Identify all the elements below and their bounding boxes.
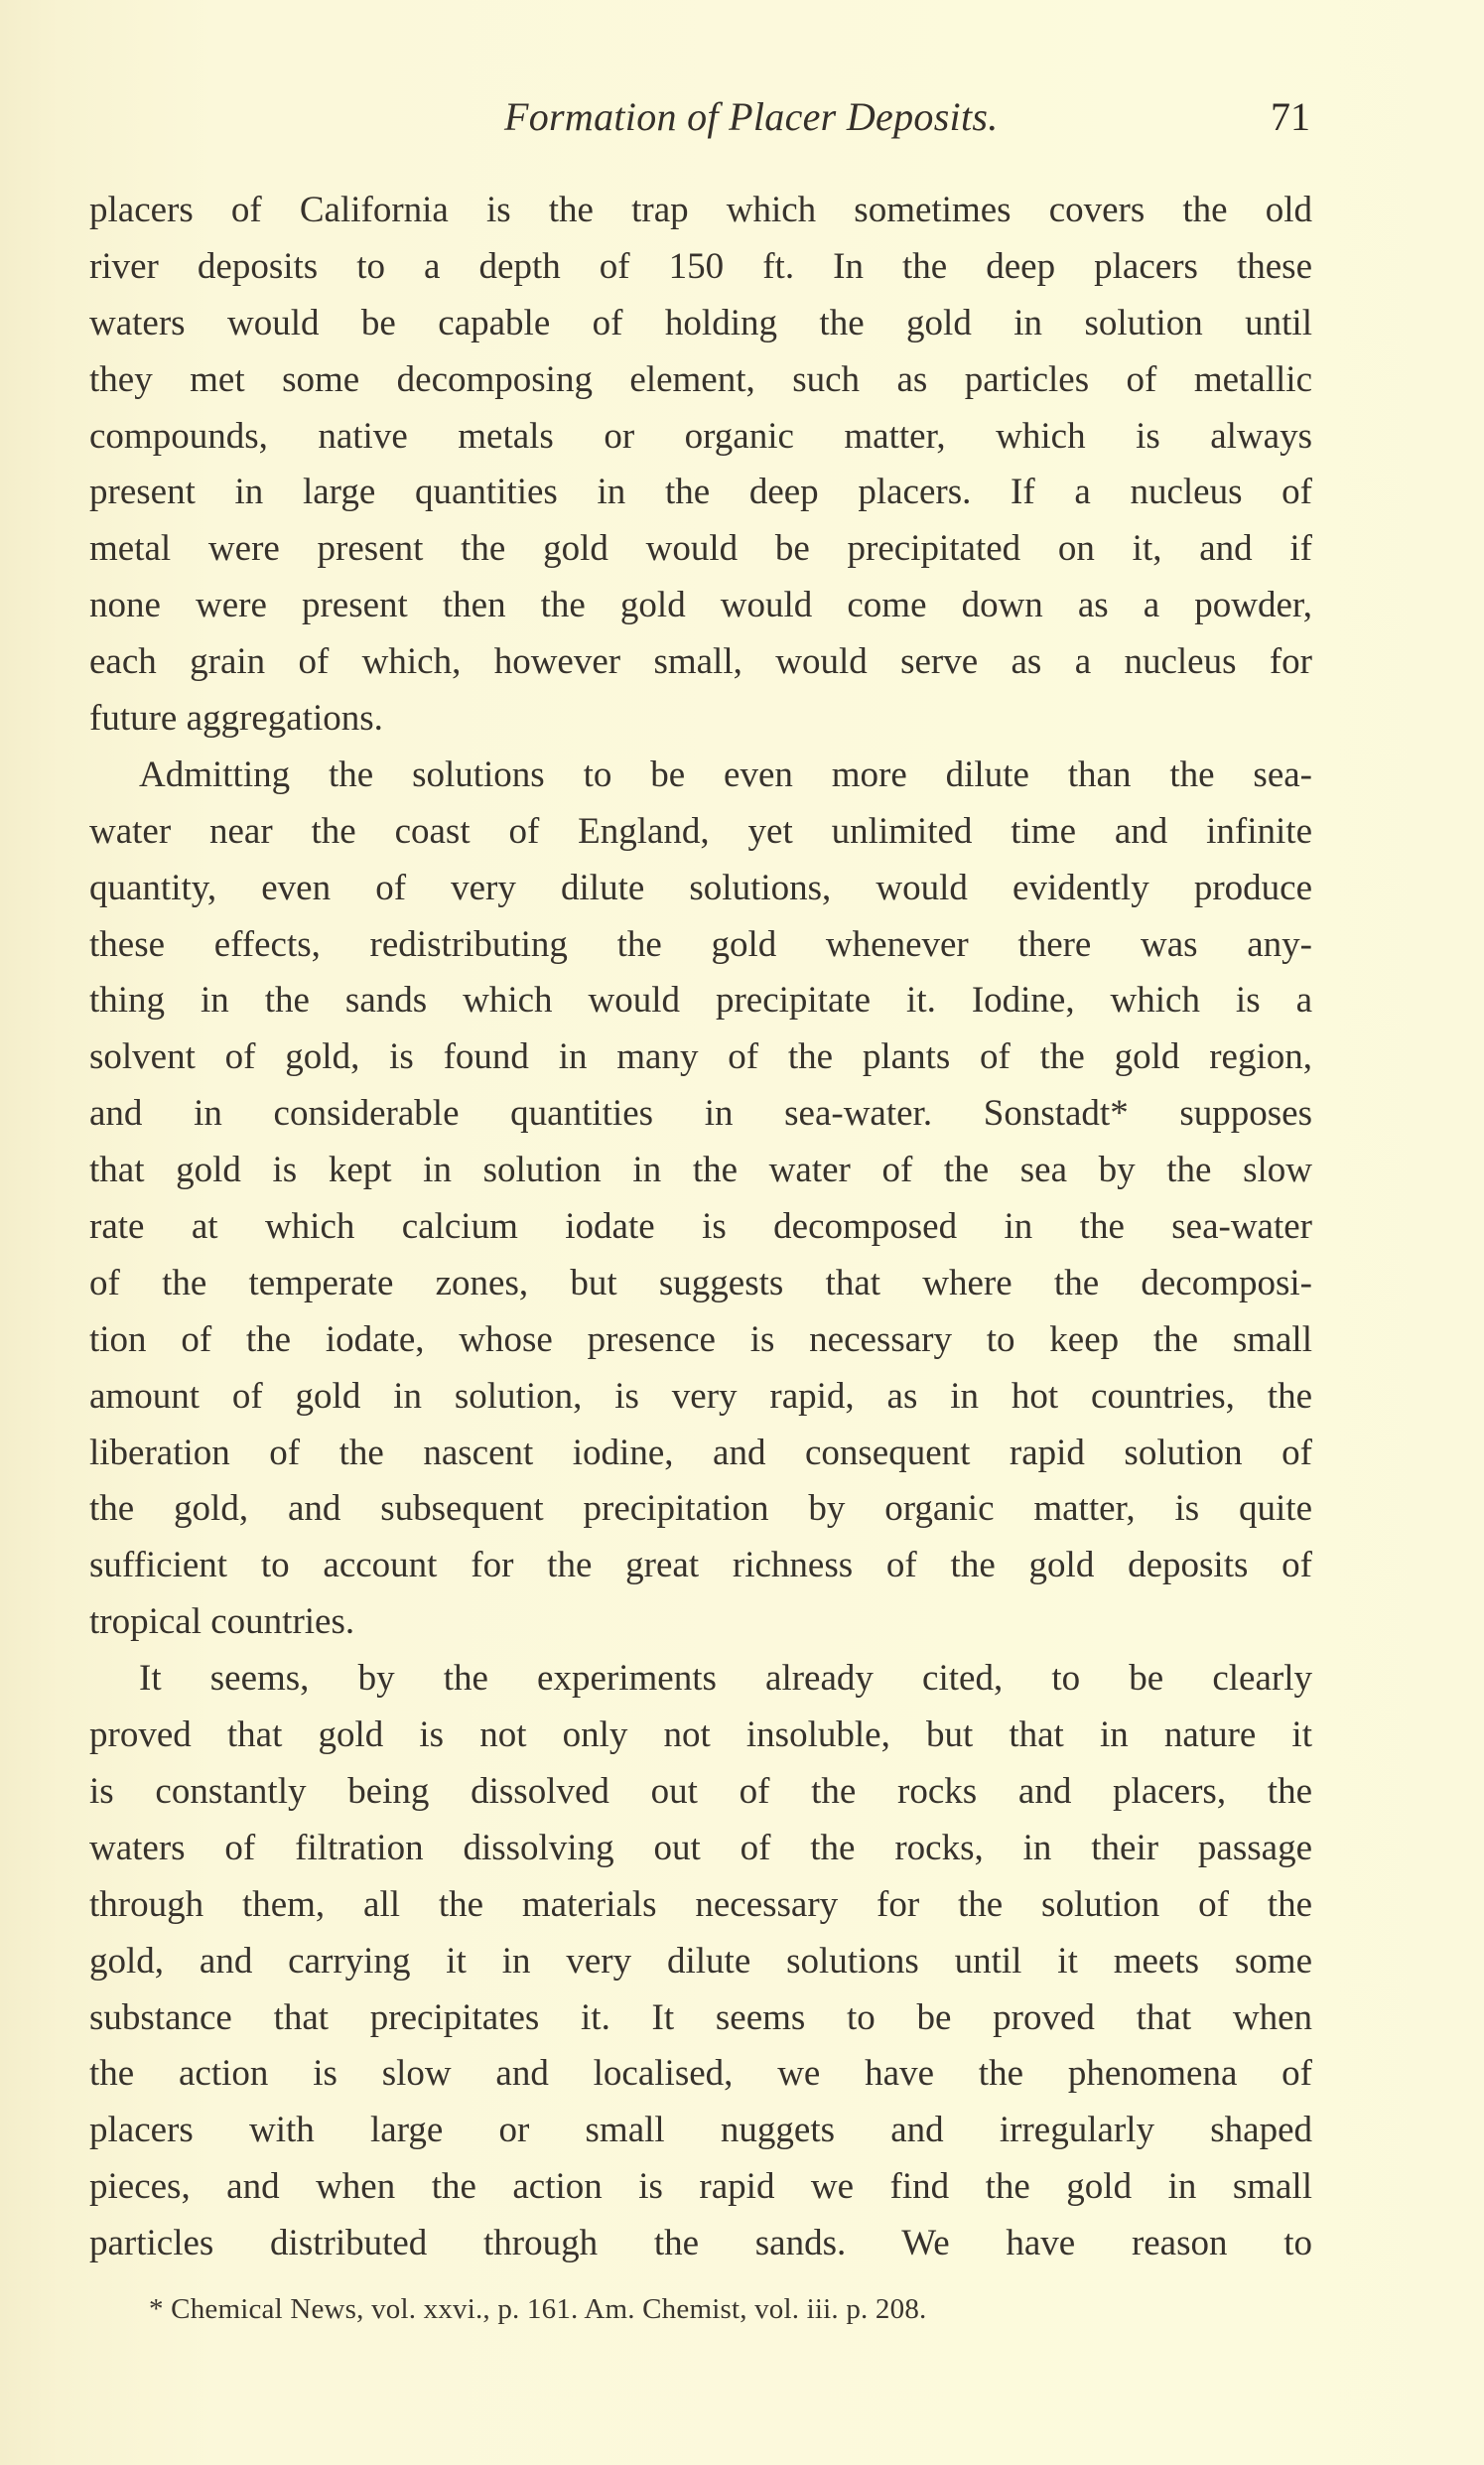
text-line: of the temperate zones, but suggests that where the decomposi- <box>89 1262 1312 1303</box>
text-line: particles distributed through the sands. We have reason to <box>89 2223 1312 2264</box>
running-title: Formation of Placer Deposits. <box>504 94 999 139</box>
text-line: proved that gold is not only not insoluble, but that in nature it <box>89 1714 1312 1756</box>
text-line: amount of gold in solution, is very rapid, as in hot countries, the <box>89 1375 1312 1417</box>
text-line: each grain of which, however small, would serve as a nucleus for <box>89 641 1312 683</box>
text-line: the gold, and subsequent precipitation by organic matter, is quite <box>89 1488 1312 1530</box>
text-line: quantity, even of very dilute solutions, would evidently produce <box>89 867 1312 908</box>
text-line: river deposits to a depth of 150 ft. In the deep placers these <box>89 245 1312 287</box>
text-line: solvent of gold, is found in many of the plants of the gold region, <box>89 1036 1312 1078</box>
paragraph-3 <box>89 1651 1312 2272</box>
text-line: none were present then the gold would come down as a powder, <box>89 585 1312 626</box>
running-head <box>89 91 1312 143</box>
page-number: 71 <box>1271 94 1310 139</box>
text-line: It seems, by the experiments already cited, to be clearly <box>139 1658 1312 1700</box>
text-line: rate at which calcium iodate is decomposed in the sea-water <box>89 1206 1312 1248</box>
text-line: gold, and carrying it in very dilute solutions until it meets some <box>89 1940 1312 1982</box>
text-line: water near the coast of England, yet unlimited time and infinite <box>89 810 1312 852</box>
text-line: these effects, redistributing the gold whenever there was any- <box>89 923 1312 965</box>
text-line: Admitting the solutions to be even more dilute than the sea- <box>139 753 1312 795</box>
text-line: liberation of the nascent iodine, and consequent rapid solution of <box>89 1432 1312 1473</box>
paragraph-1 <box>89 183 1312 748</box>
text-line: waters of filtration dissolving out of the rocks, in their passage <box>89 1827 1312 1868</box>
paragraph-2 <box>89 748 1312 1651</box>
text-line: they met some decomposing element, such as particles of metallic <box>89 358 1312 400</box>
text-line: tion of the iodate, whose presence is necessary to keep the small <box>89 1318 1312 1360</box>
text-line: thing in the sands which would precipitate it. Iodine, which is a <box>89 980 1312 1022</box>
body-text <box>89 183 1312 2272</box>
text-line: sufficient to account for the great richness of the gold deposits of <box>89 1545 1312 1586</box>
text-line: through them, all the materials necessary for the solution of the <box>89 1883 1312 1925</box>
text-line: is constantly being dissolved out of the rocks and placers, the <box>89 1770 1312 1812</box>
text-line: metal were present the gold would be precipitated on it, and if <box>89 528 1312 570</box>
text-line: placers with large or small nuggets and irregularly shaped <box>89 2110 1312 2151</box>
text-line: tropical countries. <box>89 1601 355 1643</box>
text-line: compounds, native metals or organic matter, which is always <box>89 415 1312 457</box>
text-line: future aggregations. <box>89 698 383 740</box>
text-line: and in considerable quantities in sea-water. Sonstadt* supposes <box>89 1093 1312 1135</box>
text-line: placers of California is the trap which sometimes covers the old <box>89 190 1312 230</box>
footnote: * Chemical News, vol. xxvi., p. 161. Am. Chemist, vol. iii. p. 208. <box>149 2293 927 2325</box>
text-line: that gold is kept in solution in the water of the sea by the slow <box>89 1150 1312 1191</box>
text-line: waters would be capable of holding the gold in solution until <box>89 302 1312 343</box>
text-line: pieces, and when the action is rapid we find the gold in small <box>89 2166 1312 2208</box>
text-line: the action is slow and localised, we have the phenomena of <box>89 2053 1312 2095</box>
text-line: present in large quantities in the deep placers. If a nucleus of <box>89 472 1312 513</box>
text-line: substance that precipitates it. It seems to be proved that when <box>89 1996 1312 2038</box>
